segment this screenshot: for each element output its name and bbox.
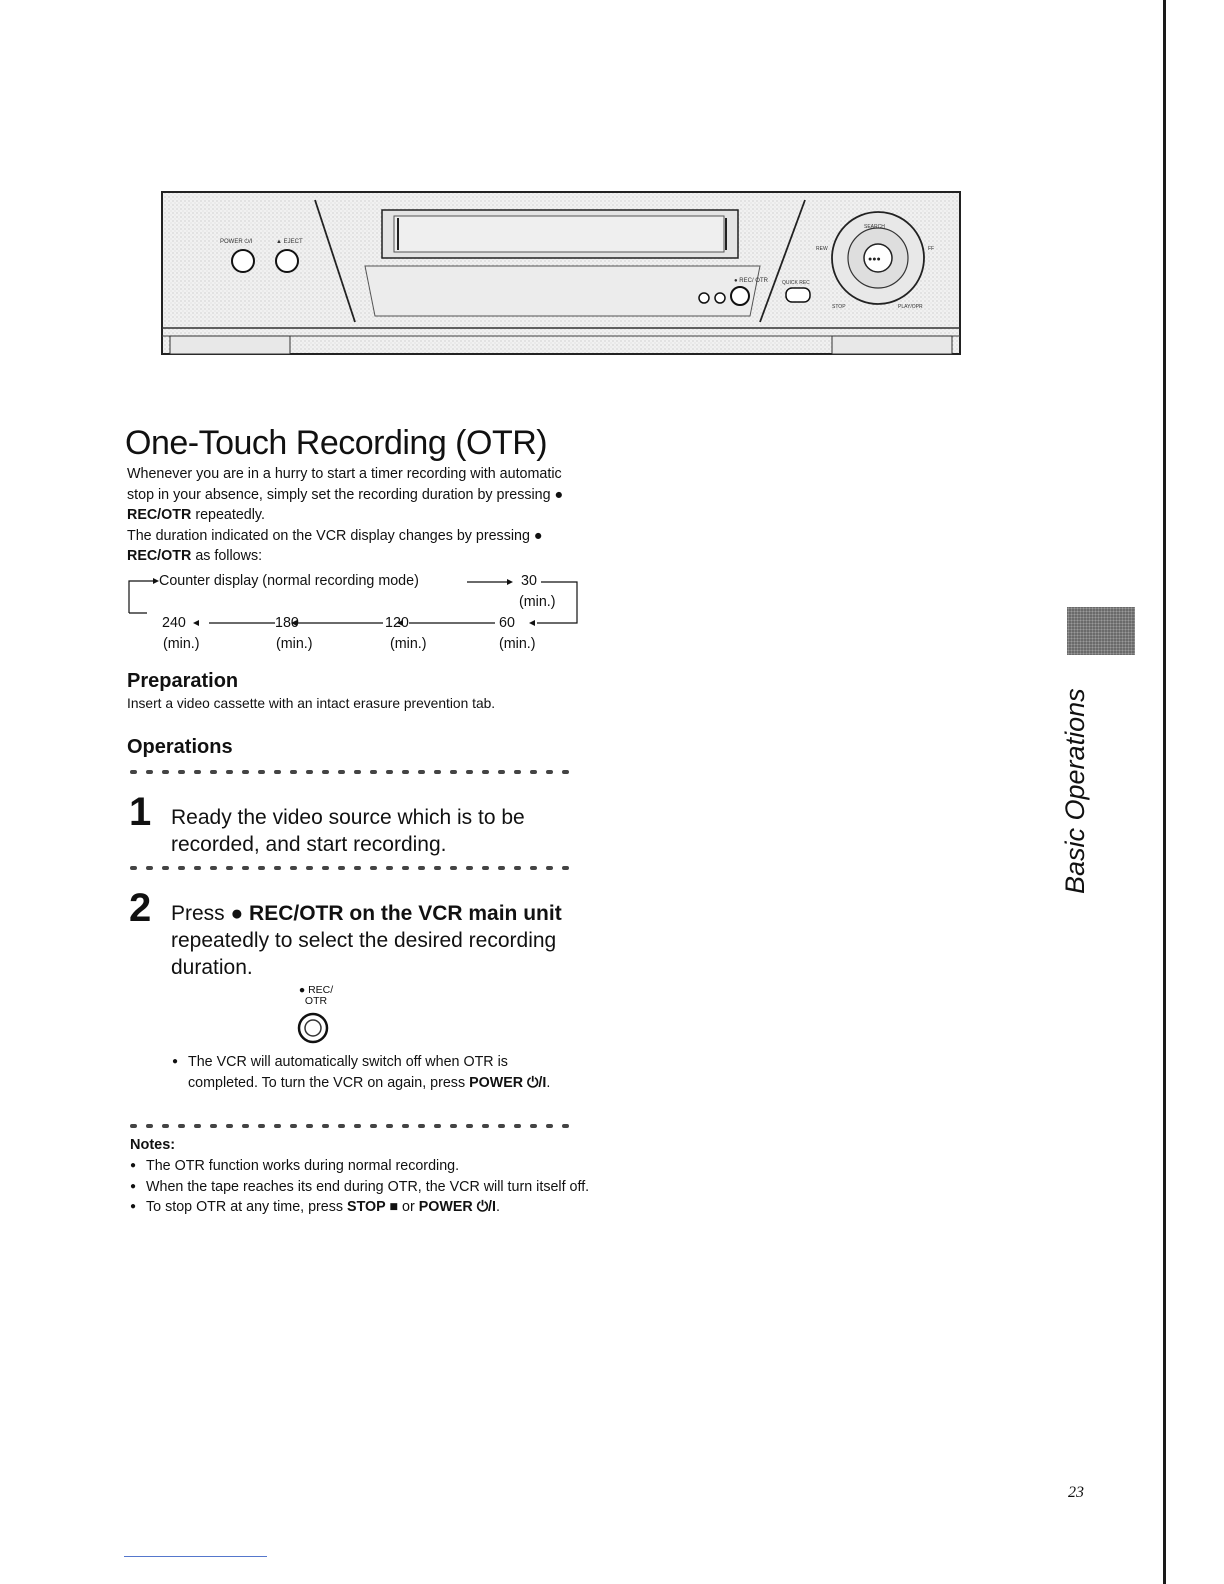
rec-otr-button-label: ● REC/ OTR — [298, 984, 334, 1007]
step-2-number: 2 — [129, 886, 152, 930]
diagram-unit-180: (min.) — [276, 636, 313, 652]
diagram-unit-240: (min.) — [163, 636, 200, 652]
svg-text:●●●: ●●● — [868, 256, 881, 263]
vcr-illustration — [160, 188, 964, 360]
diagram-unit-30: (min.) — [519, 594, 556, 610]
note-item: ● The OTR function works during normal recording. — [130, 1156, 590, 1177]
rec-otr-button-icon — [296, 1010, 332, 1046]
section-side-label: Basic Operations — [1060, 688, 1090, 894]
footer-rule — [124, 1556, 267, 1557]
vcr-stop-label: STOP — [832, 304, 846, 310]
diagram-unit-120: (min.) — [390, 636, 427, 652]
dotted-divider — [130, 864, 580, 872]
intro-text: Whenever you are in a hurry to start a timer recording with automatic stop in your absence, simply set the recording duration by pressing ● REC/OTR repeatedly. The duration indicated on the VCR display changes by pressing ● REC/OTR as follows: — [127, 466, 564, 565]
vcr-search-label: SEARCH — [864, 224, 885, 230]
page-title: One-Touch Recording (OTR) — [125, 424, 548, 462]
diagram-30: 30 — [521, 573, 537, 589]
diagram-counter-label: Counter display (normal recording mode) — [159, 573, 419, 589]
diagram-120: 120 — [385, 615, 409, 631]
dotted-divider — [130, 1122, 580, 1130]
dotted-divider — [130, 768, 580, 776]
step-2-note: ● The VCR will automatically switch off when OTR is completed. To turn the VCR on again, press POWER ⏻/I. — [172, 1052, 572, 1093]
notes-heading: Notes: — [130, 1137, 176, 1153]
duration-cycle-diagram — [127, 571, 587, 661]
operations-heading: Operations — [127, 736, 233, 758]
diagram-180: 180 — [275, 615, 299, 631]
diagram-60: 60 — [499, 615, 515, 631]
vcr-power-label: POWER ⏻/I — [220, 239, 253, 245]
section-tab-marker — [1067, 607, 1135, 655]
vcr-play-label: PLAY/OPR — [898, 304, 923, 310]
diagram-240: 240 — [162, 615, 186, 631]
page-edge-rule — [1163, 0, 1166, 1584]
vcr-rew-label: REW — [816, 246, 828, 252]
note-item: ● When the tape reaches its end during OTR, the VCR will turn itself off. — [130, 1177, 590, 1198]
preparation-text: Insert a video cassette with an intact erasure prevention tab. — [127, 696, 496, 711]
note-item: ● To stop OTR at any time, press STOP ■ or POWER ⏻/I. — [130, 1197, 590, 1218]
notes-list — [130, 1156, 590, 1218]
vcr-quick-label: QUICK REC — [782, 280, 810, 286]
vcr-ff-label: FF — [928, 246, 935, 252]
diagram-unit-60: (min.) — [499, 636, 536, 652]
step-1-text: Ready the video source which is to be recorded, and start recording. — [171, 806, 525, 856]
page-number: 23 — [1068, 1484, 1084, 1501]
vcr-eject-label: ▲ EJECT — [276, 239, 303, 245]
vcr-rec-label: ● REC/ OTR — [734, 278, 768, 284]
preparation-heading: Preparation — [127, 670, 239, 692]
step-2-text: Press ● REC/OTR on the VCR main unit repeatedly to select the desired recording duration. — [171, 902, 562, 979]
step-1-number: 1 — [129, 790, 152, 834]
